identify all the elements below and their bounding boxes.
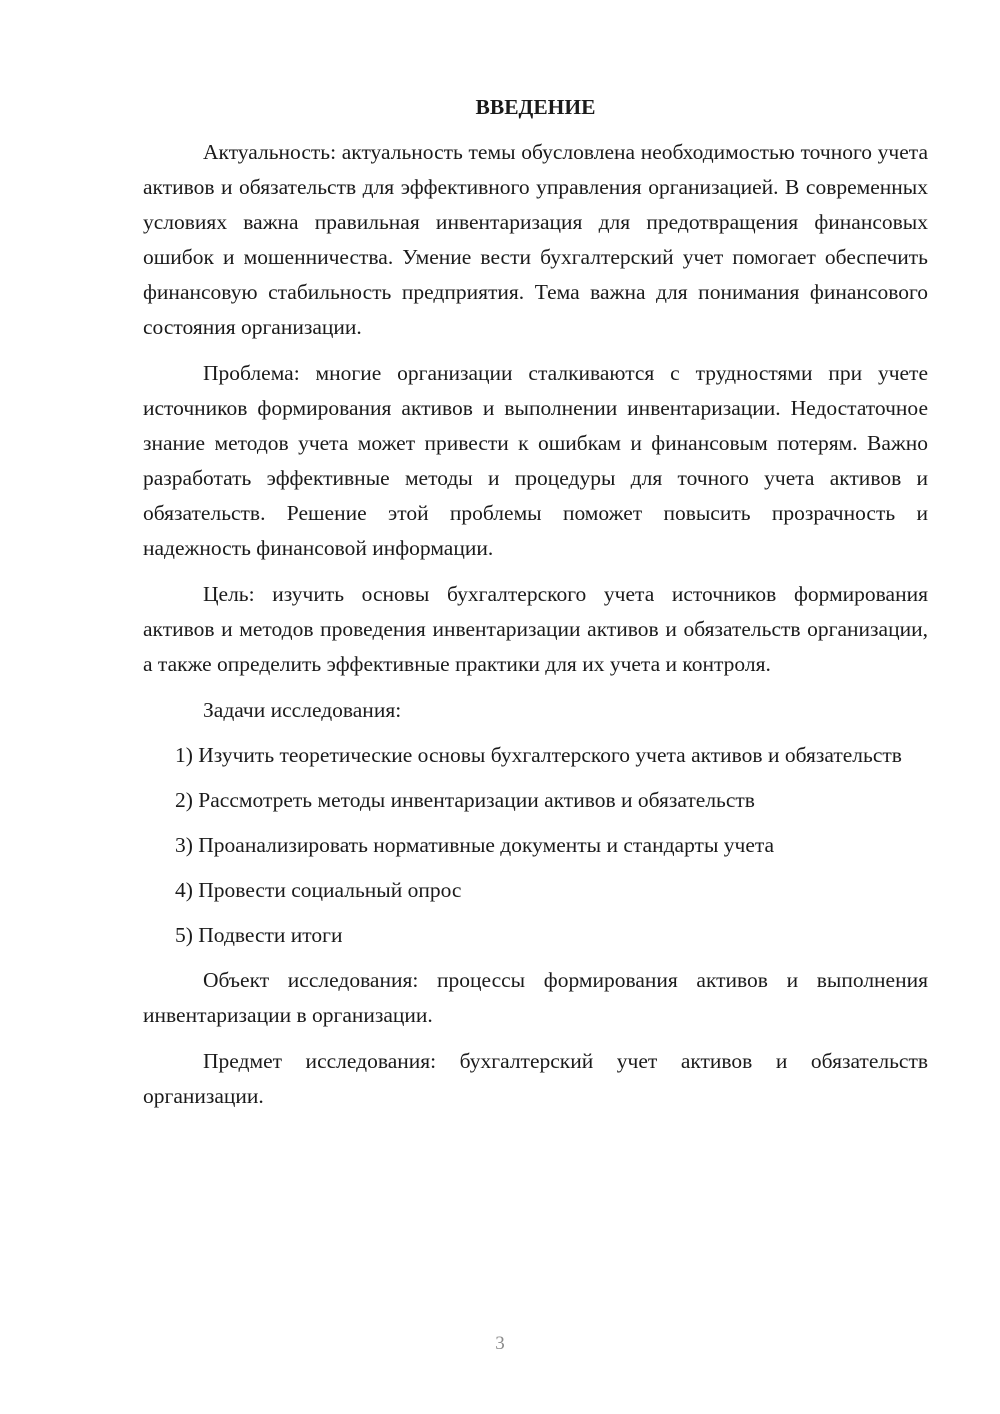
task-item-4: 4) Провести социальный опрос bbox=[175, 878, 462, 902]
paragraph-object: Объект исследования: процессы формирования активов и выполнения инвентаризации в организации. bbox=[143, 968, 928, 1027]
document-page bbox=[143, 90, 928, 1125]
task-item-1: 1) Изучить теоретические основы бухгалтерского учета активов и обязательств bbox=[175, 743, 902, 767]
task-item-2: 2) Рассмотреть методы инвентаризации активов и обязательств bbox=[175, 788, 755, 812]
paragraph-problem: Проблема: многие организации сталкиваются с трудностями при учете источников формирования активов и выполнении инвентаризации. Недостаточное знание методов учета может привести к ошибкам и финансовым потерям. Важно разработать эффективные методы и процедуры для точного учета активов и обязательств. Решение этой проблемы поможет повысить прозрачность и надежность финансовой информации. bbox=[143, 361, 928, 560]
page-number: 3 bbox=[495, 1333, 505, 1354]
paragraph-relevance: Актуальность: актуальность темы обусловлена необходимостью точного учета активов и обязательств для эффективного управления организацией. В современных условиях важна правильная инвентаризация для предотвращения финансовых ошибок и мошенничества. Умение вести бухгалтерский учет помогает обеспечить финансовую стабильность предприятия. Тема важна для понимания финансового состояния организации. bbox=[143, 140, 928, 339]
tasks-title: Задачи исследования: bbox=[203, 698, 402, 722]
paragraph-goal: Цель: изучить основы бухгалтерского учета источников формирования активов и методов проведения инвентаризации активов и обязательств организации, а также определить эффективные практики для их учета и контроля. bbox=[143, 582, 928, 676]
section-heading: ВВЕДЕНИЕ bbox=[475, 95, 596, 119]
paragraph-subject: Предмет исследования: бухгалтерский учет активов и обязательств организации. bbox=[143, 1049, 928, 1108]
task-item-5: 5) Подвести итоги bbox=[175, 923, 343, 947]
task-item-3: 3) Проанализировать нормативные документы и стандарты учета bbox=[175, 833, 775, 857]
